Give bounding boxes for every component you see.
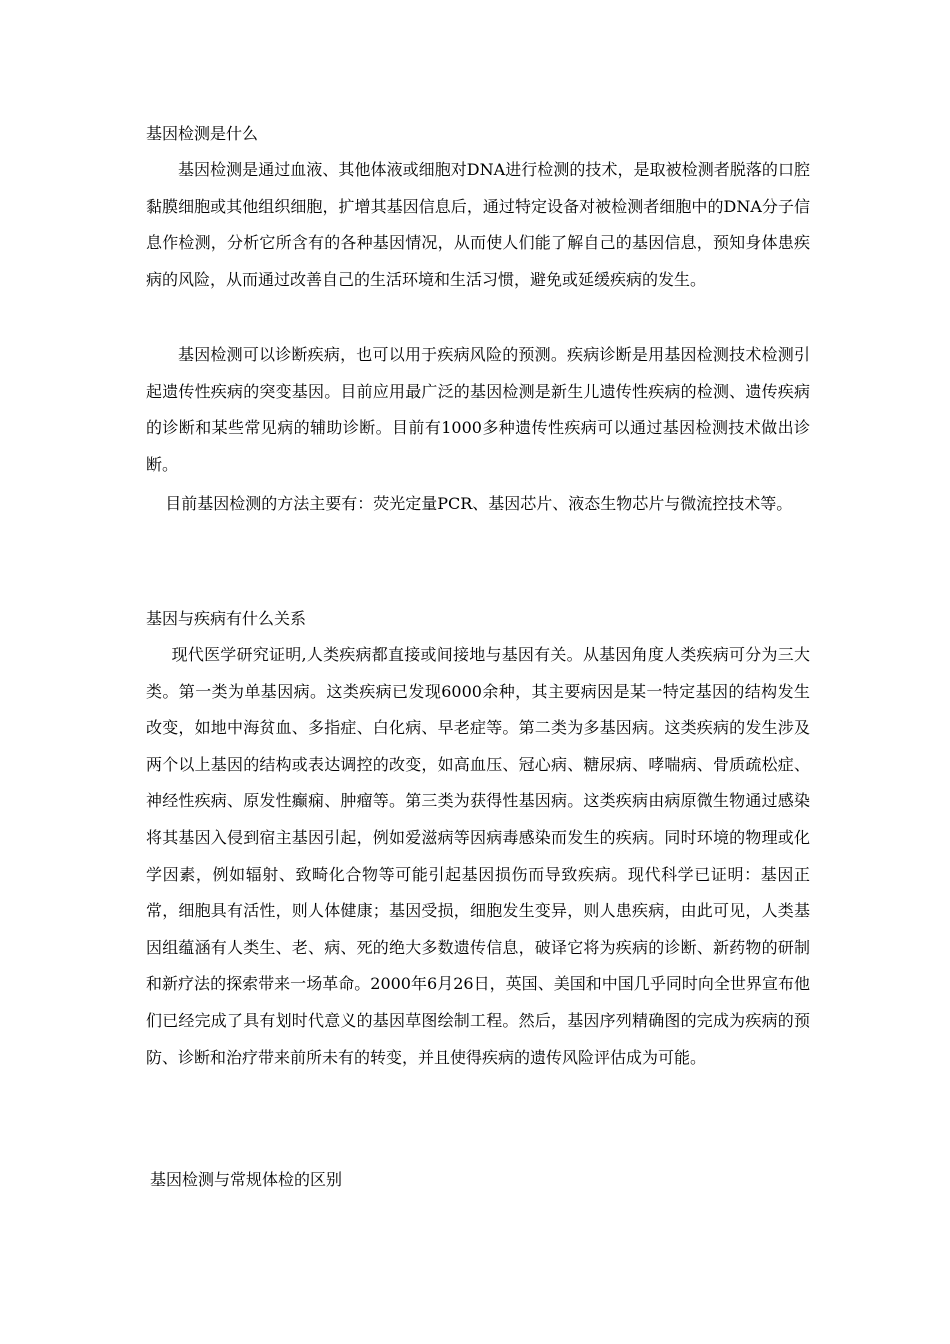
paragraph-gene-testing-definition: 基因检测是通过血液、其他体液或细胞对DNA进行检测的技术，是取被检测者脱落的口腔黏膜细胞或其他组织细胞，扩增其基因信息后，通过特定设备对被检测者细胞中的DNA分子信息作检测，分析它所含有的各种基因情况，从而使人们能了解自己的基因信息，预知身体患疾病的风险，从而通过改善自己的生活环境和生活习惯，避免或延缓疾病的发生。 [146, 160, 810, 289]
section-heading-gene-testing-vs-checkup: 基因检测与常规体检的区别 [150, 1170, 343, 1189]
section-heading-what-is-gene-testing: 基因检测是什么 [146, 124, 259, 143]
paragraph-gene-testing-diagnosis: 基因检测可以诊断疾病，也可以用于疾病风险的预测。疾病诊断是用基因检测技术检测引起遗传性疾病的突变基因。目前应用最广泛的基因检测是新生儿遗传性疾病的检测、遗传疾病的诊断和某些常见病的辅助诊断。目前有1000多种遗传性疾病可以通过基因检测技术做出诊断。 [146, 345, 810, 474]
section-heading-genes-and-disease: 基因与疾病有什么关系 [146, 609, 307, 628]
paragraph-gene-testing-methods: 目前基因检测的方法主要有：荧光定量PCR、基因芯片、液态生物芯片与微流控技术等。 [165, 494, 793, 513]
paragraph-genes-and-disease: 现代医学研究证明,人类疾病都直接或间接地与基因有关。从基因角度人类疾病可分为三大类。第一类为单基因病。这类疾病已发现6000余种，其主要病因是某一特定基因的结构发生改变，如地中海贫血、多指症、白化病、早老症等。第二类为多基因病。这类疾病的发生涉及两个以上基因的结构或表达调控的改变，如高血压、冠心病、糖尿病、哮喘病、骨质疏松症、神经性疾病、原发性癫痫、肿瘤等。第三类为获得性基因病。这类疾病由病原微生物通过感染将其基因入侵到宿主基因引起，例如爱滋病等因病毒感染而发生的疾病。同时环境的物理或化学因素，例如辐射、致畸化合物等可能引起基因损伤而导致疾病。现代科学已证明：基因正常，细胞具有活性，则人体健康；基因受损，细胞发生变异，则人患疾病，由此可见，人类基因组蕴涵有人类生、老、病、死的绝大多数遗传信息，破译它将为疾病的诊断、新药物的研制和新疗法的探索带来一场革命。2000年6月26日，英国、美国和中国几乎同时向全世界宣布他们已经完成了具有划时代意义的基因草图绘制工程。然后，基因序列精确图的完成为疾病的预防、诊断和治疗带来前所未有的转变，并且使得疾病的遗传风险评估成为可能。 [146, 645, 810, 1067]
